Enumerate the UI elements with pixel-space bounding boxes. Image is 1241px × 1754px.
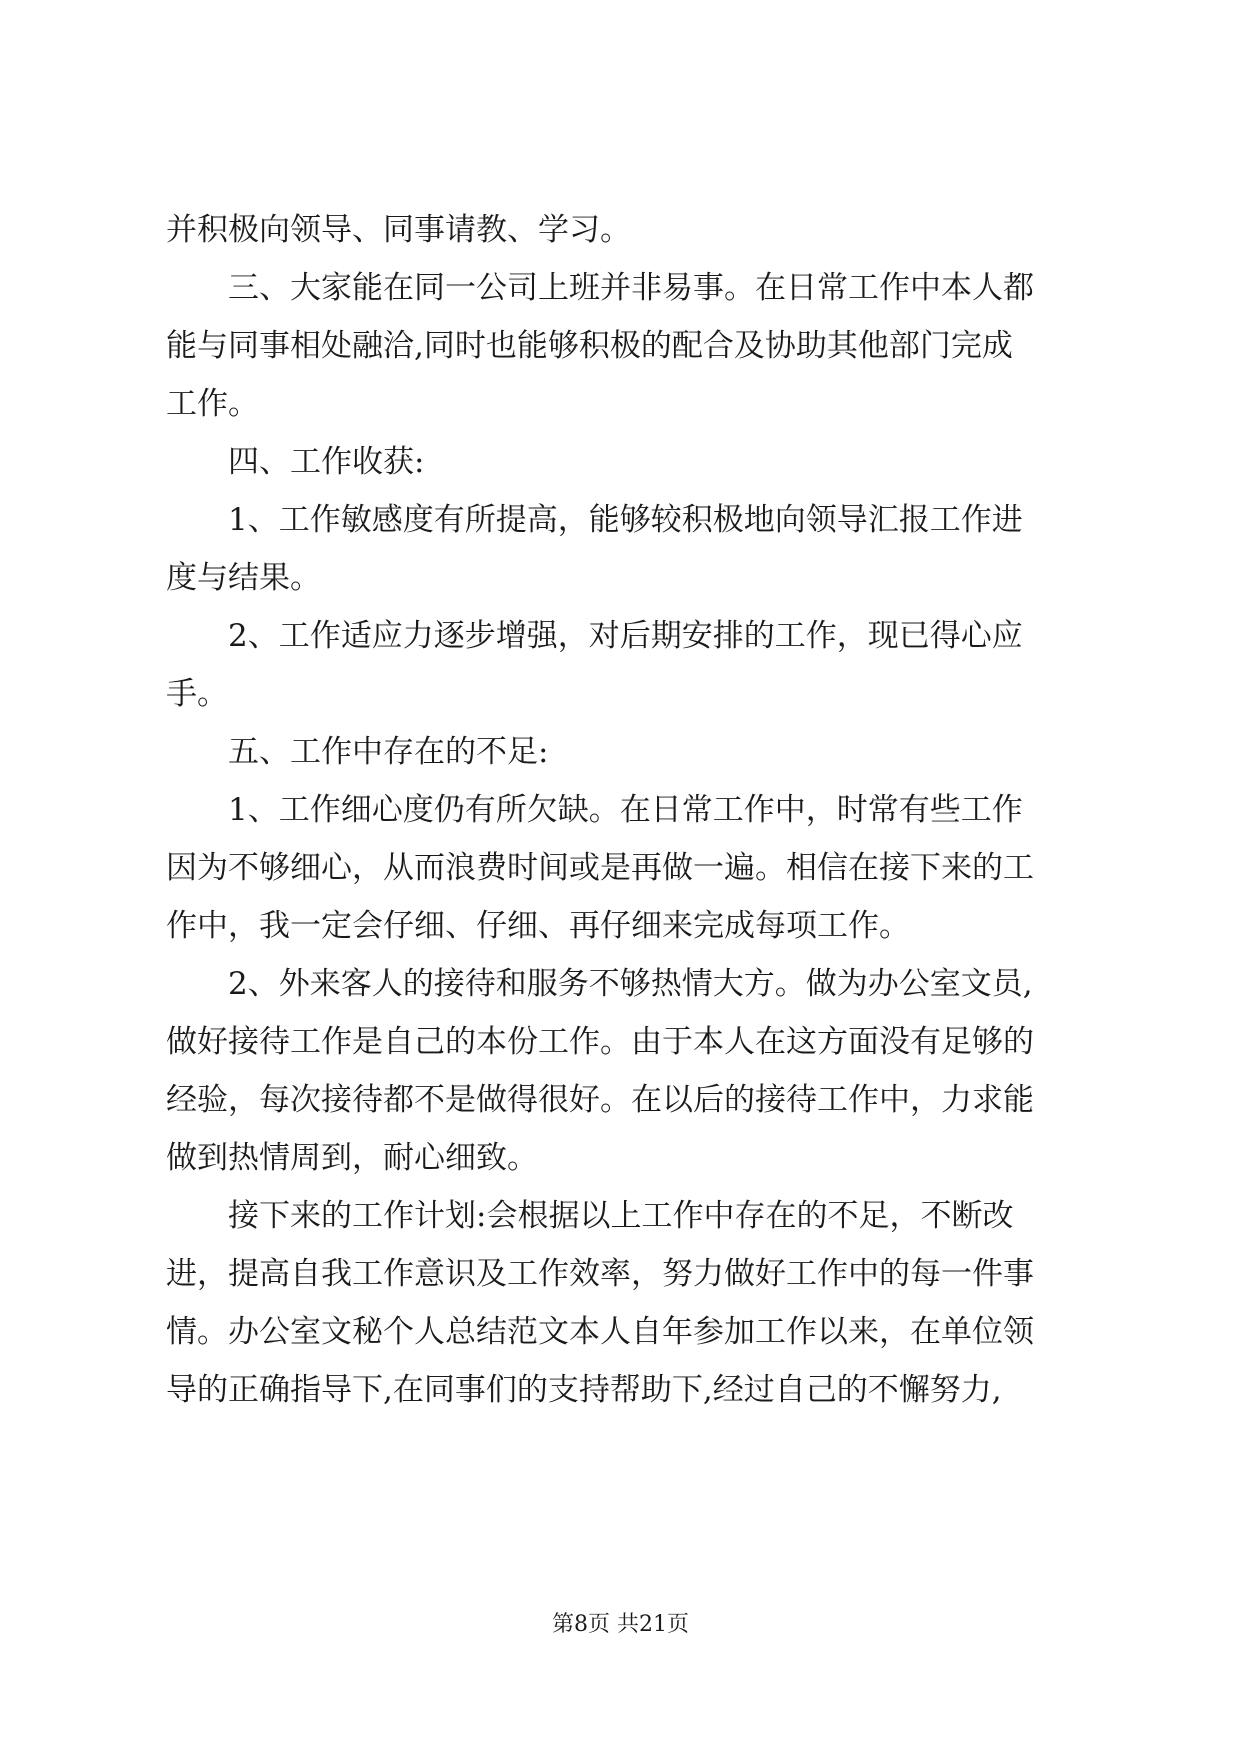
text-line: 并积极向领导、同事请教、学习。	[166, 212, 631, 248]
text-line: 做好接待工作是自己的本份工作。由于本人在这方面没有足够的	[166, 1024, 1034, 1060]
text-line: 作中，我一定会仔细、仔细、再仔细来完成每项工作。	[166, 908, 910, 944]
text-line: 1、工作敏感度有所提高，能够较积极地向领导汇报工作进	[228, 502, 1023, 538]
text-line: 2、外来客人的接待和服务不够热情大方。做为办公室文员,	[228, 966, 1033, 1002]
text-line: 五、工作中存在的不足:	[228, 734, 549, 770]
text-line: 2、工作适应力逐步增强，对后期安排的工作，现已得心应	[228, 618, 1023, 654]
text-line: 手。	[166, 676, 228, 712]
text-line: 1、工作细心度仍有所欠缺。在日常工作中，时常有些工作	[228, 792, 1023, 828]
text-line: 导的正确指导下,在同事们的支持帮助下,经过自己的不懈努力,	[166, 1372, 1002, 1408]
page-footer: 第8页 共21页	[552, 1612, 689, 1637]
text-line: 接下来的工作计划:会根据以上工作中存在的不足，不断改	[228, 1198, 1014, 1234]
text-line: 进，提高自我工作意识及工作效率，努力做好工作中的每一件事	[166, 1256, 1034, 1292]
text-line: 经验，每次接待都不是做得很好。在以后的接待工作中，力求能	[166, 1082, 1034, 1118]
text-line: 情。办公室文秘个人总结范文本人自年参加工作以来，在单位领	[166, 1314, 1034, 1350]
text-line: 四、工作收获:	[228, 444, 425, 480]
text-line: 工作。	[166, 386, 259, 422]
text-line: 三、大家能在同一公司上班并非易事。在日常工作中本人都	[228, 270, 1034, 306]
text-line: 能与同事相处融洽,同时也能够积极的配合及协助其他部门完成	[166, 328, 1013, 364]
text-line: 因为不够细心，从而浪费时间或是再做一遍。相信在接下来的工	[166, 850, 1034, 886]
text-line: 做到热情周到，耐心细致。	[166, 1140, 538, 1176]
text-line: 度与结果。	[166, 560, 321, 596]
